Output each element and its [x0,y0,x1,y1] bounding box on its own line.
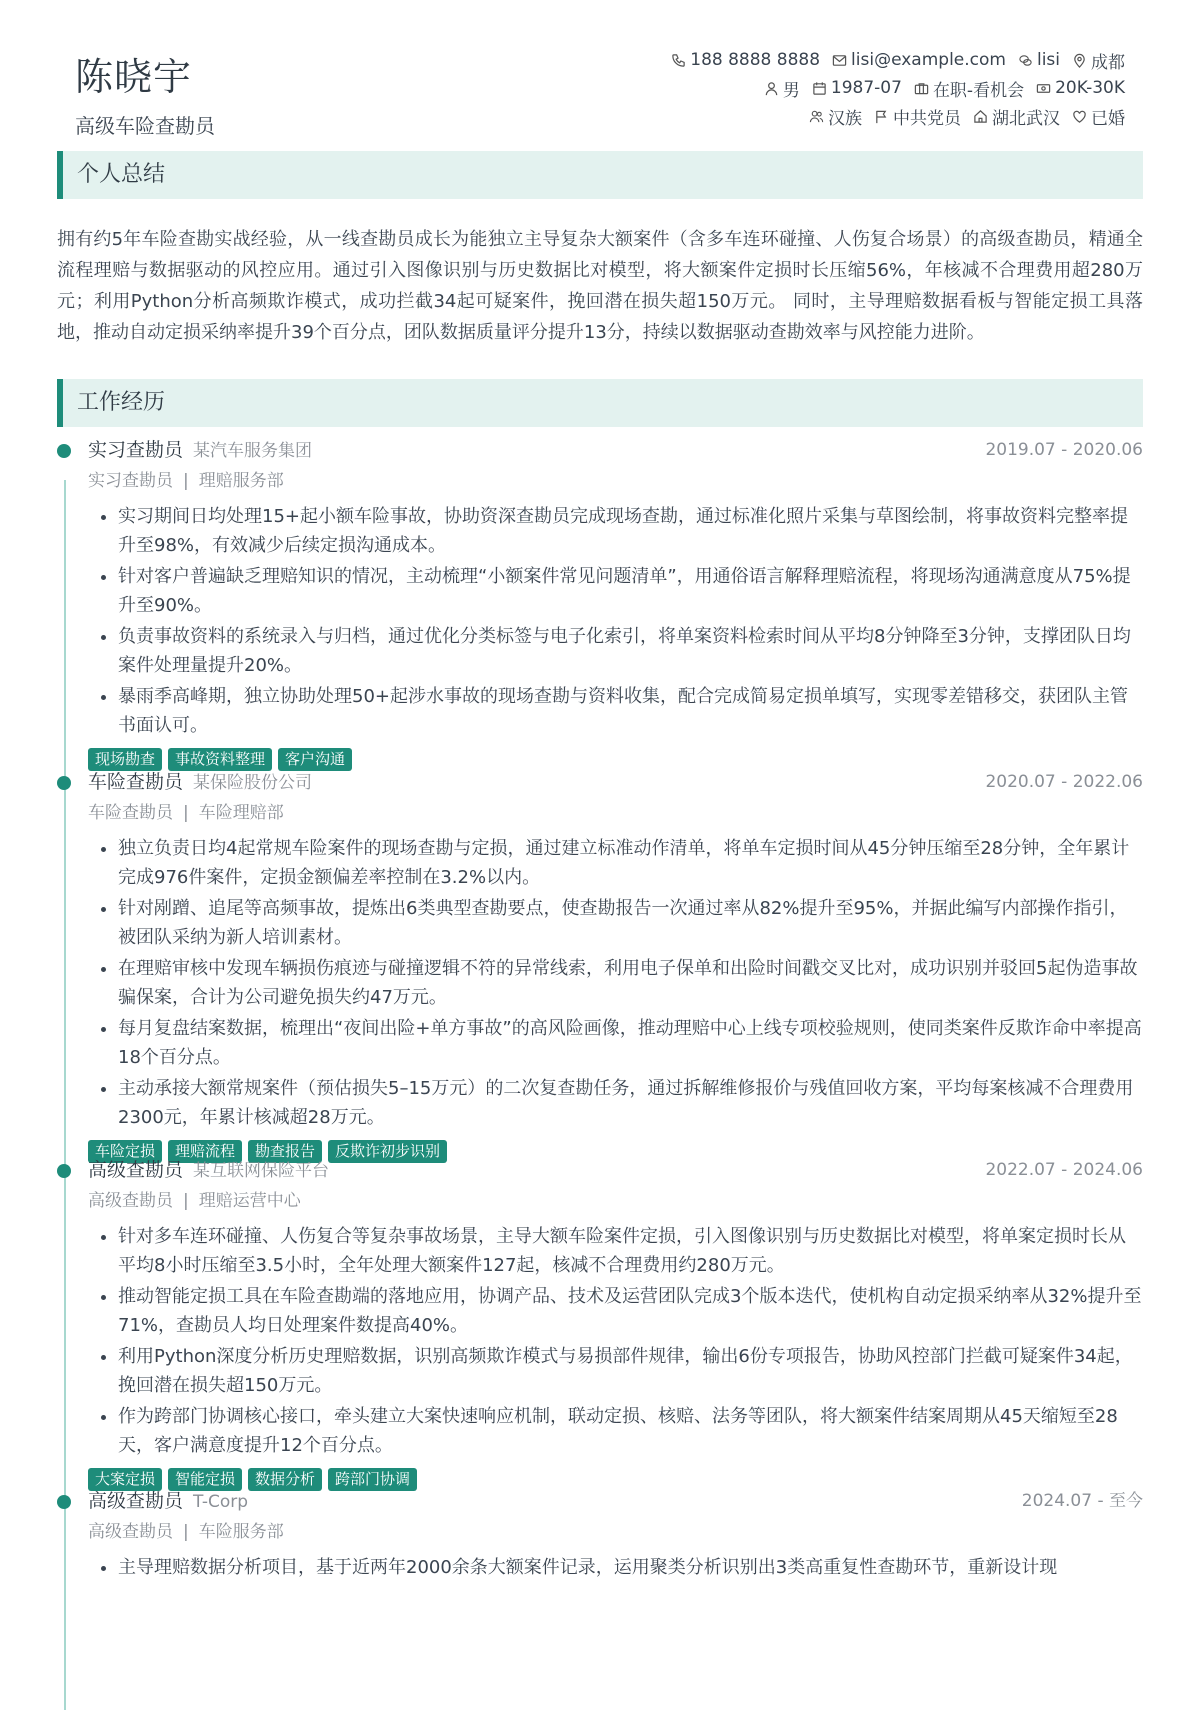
job-department: 理赔运营中心 [198,1191,301,1211]
separator: | [183,803,189,823]
flag-icon [874,109,889,124]
job-company: 某保险股份公司 [193,773,313,793]
job-title: 实习查勘员 [88,439,184,461]
phone-icon [671,53,686,68]
contact-row-2 [425,74,1125,102]
contact-gender: 男 [764,76,800,101]
candidate-role: 高级车险查勘员 [75,114,215,138]
job-entry [57,1156,1143,1491]
contact-row-1 [425,46,1125,74]
home-icon [973,109,988,124]
job-department: 车险理赔部 [198,803,284,823]
contact-status: 在职-看机会 [914,76,1024,101]
job-entry [57,1487,1143,1584]
location-icon [1072,53,1087,68]
job-entry [57,768,1143,1163]
briefcase-icon [914,81,929,96]
contact-marital: 已婚 [1072,104,1125,129]
job-position: 车险查勘员 [88,803,173,823]
user-icon [764,81,779,96]
job-bullet: • 在理赔审核中发现车辆损伤痕迹与碰撞逻辑不符的异常线索，利用电子保单和出险时间戳交叉比对，成功识别并驳回5起伪造事故骗保案，合计为公司避免损失约47万元。 [118,954,1143,1012]
job-subtitle [88,1184,1143,1218]
job-position: 高级查勘员 [88,1191,173,1211]
job-bullet: • 作为跨部门协调核心接口，牵头建立大案快速响应机制，联动定损、核赔、法务等团队，将大额案件结案周期从45天缩短至28天，客户满意度提升12个百分点。 [118,1402,1143,1460]
skill-tag: 勘查报告 [248,1140,322,1163]
contact-wechat: lisi [1018,50,1060,70]
separator: | [183,471,189,491]
contact-phone: 188 8888 8888 [671,50,820,70]
job-bullet: • 负责事故资料的系统录入与归档，通过优化分类标签与电子化索引，将单案资料检索时间从平均8分钟降至3分钟，支撑团队日均案件处理量提升20%。 [118,622,1143,680]
job-title: 车险查勘员 [88,771,184,793]
job-date: 2020.07 - 2022.06 [985,772,1143,792]
skill-tag: 跨部门协调 [328,1468,417,1491]
job-header [88,768,1143,796]
job-company: 某互联网保险平台 [193,1161,330,1181]
wechat-icon [1018,53,1033,68]
contact-birth: 1987-07 [812,78,902,98]
job-bullet: • 主导理赔数据分析项目，基于近两年2000余条大额案件记录，运用聚类分析识别出3类高重复性查勘环节，重新设计现 [118,1553,1143,1582]
job-company: 某汽车服务集团 [193,441,313,461]
job-date: 2022.07 - 2024.06 [985,1160,1143,1180]
job-subtitle [88,796,1143,830]
job-subtitle [88,464,1143,498]
job-position: 高级查勘员 [88,1522,173,1542]
summary-text: 拥有约5年车险查勘实战经验，从一线查勘员成长为能独立主导复杂大额案件（含多车连环碰撞、人伤复合场景）的高级查勘员，精通全流程理赔与数据驱动的风控应用。通过引入图像识别与历史数据比对模型，将大额案件定损时长压缩56%，年核减不合理费用超280万元；利用Python分析高频欺诈模式，成功拦截34起可疑案件，挽回潜在损失超150万元。 同时，主导理赔数据看板与智能定损工具落地，推动自动定损采纳率提升39个百分点，团队数据质量评分提升13分，持续以数据驱动查勘效率与风控能力进阶。 [57,229,1143,343]
job-bullet: • 针对客户普遍缺乏理赔知识的情况，主动梳理“小额案件常见问题清单”，用通俗语言解释理赔流程，将现场沟通满意度从75%提升至90%。 [118,562,1143,620]
contact-row-3 [425,102,1125,130]
job-department: 理赔服务部 [198,471,284,491]
job-bullets [88,834,1143,1132]
separator: | [183,1522,189,1542]
job-bullet: • 独立负责日均4起常规车险案件的现场查勘与定损，通过建立标准动作清单，将单车定损时间从45分钟压缩至28分钟，全年累计完成976件案件，定损金额偏差率控制在3.2%以内。 [118,834,1143,892]
contact-salary: 20K-30K [1036,78,1125,98]
job-bullets [88,1553,1143,1582]
skill-tag: 反欺诈初步识别 [328,1140,447,1163]
people-icon [809,109,824,124]
timeline-dot [57,1164,71,1178]
candidate-name: 陈晓宇 [75,55,193,99]
job-bullet: • 实习期间日均处理15+起小额车险事故，协助资深查勘员完成现场查勘，通过标准化照片采集与草图绘制，将事故资料完整率提升至98%，有效减少后续定损沟通成本。 [118,502,1143,560]
job-header [88,1487,1143,1515]
skill-tag: 智能定损 [168,1468,242,1491]
mail-icon [832,53,847,68]
job-bullet: • 主动承接大额常规案件（预估损失5–15万元）的二次复查勘任务，通过拆解维修报价与残值回收方案，平均每案核减不合理费用2300元，年累计核减超28万元。 [118,1074,1143,1132]
job-bullet: • 暴雨季高峰期，独立协助处理50+起涉水事故的现场查勘与资料收集，配合完成简易定损单填写，实现零差错移交，获团队主管书面认可。 [118,682,1143,740]
skill-tag: 事故资料整理 [168,748,272,771]
skill-tag: 理赔流程 [168,1140,242,1163]
job-title: 高级查勘员 [88,1490,184,1512]
timeline-dot [57,776,71,790]
contact-hometown: 湖北武汉 [973,104,1060,129]
job-bullet: • 针对剐蹭、追尾等高频事故，提炼出6类典型查勘要点，使查勘报告一次通过率从82%提升至95%，并据此编写内部操作指引，被团队采纳为新人培训素材。 [118,894,1143,952]
job-bullet: • 利用Python深度分析历史理赔数据，识别高频欺诈模式与易损部件规律，输出6份专项报告，协助风控部门拦截可疑案件34起，挽回潜在损失超150万元。 [118,1342,1143,1400]
contact-email[interactable]: lisi@example.com [832,50,1006,70]
job-bullets [88,502,1143,740]
skill-tag: 客户沟通 [278,748,352,771]
job-subtitle [88,1515,1143,1549]
contact-political: 中共党员 [874,104,961,129]
job-header [88,436,1143,464]
skill-tag: 现场勘查 [88,748,162,771]
job-department: 车险服务部 [198,1522,284,1542]
skill-tag: 数据分析 [248,1468,322,1491]
skill-tag: 大案定损 [88,1468,162,1491]
separator: | [183,1191,189,1211]
calendar-icon [812,81,827,96]
job-date: 2024.07 - 至今 [1021,1491,1143,1511]
contact-info [425,46,1125,130]
contact-location: 成都 [1072,48,1125,73]
job-position: 实习查勘员 [88,471,173,491]
section-work-header: 工作经历 [57,379,1143,427]
job-title: 高级查勘员 [88,1159,184,1181]
money-icon [1036,81,1051,96]
job-company: T-Corp [193,1492,249,1512]
job-bullet: • 针对多车连环碰撞、人伤复合等复杂事故场景，主导大额车险案件定损，引入图像识别与历史数据比对模型，将单案定损时长从平均8小时压缩至3.5小时，全年处理大额案件127起，核减不合理费用约280万元。 [118,1222,1143,1280]
heart-icon [1072,109,1087,124]
job-bullets [88,1222,1143,1460]
job-entry [57,436,1143,771]
timeline-dot [57,1495,71,1509]
job-bullet: • 推动智能定损工具在车险查勘端的落地应用，协调产品、技术及运营团队完成3个版本迭代，使机构自动定损采纳率从32%提升至71%，查勘员人均日处理案件数提高40%。 [118,1282,1143,1340]
timeline-dot [57,444,71,458]
skill-tag: 车险定损 [88,1140,162,1163]
job-date: 2019.07 - 2020.06 [985,440,1143,460]
section-summary-header: 个人总结 [57,151,1143,199]
job-bullet: • 每月复盘结案数据，梳理出“夜间出险+单方事故”的高风险画像，推动理赔中心上线专项校验规则，使同类案件反欺诈命中率提高18个百分点。 [118,1014,1143,1072]
contact-ethnicity: 汉族 [809,104,862,129]
job-header [88,1156,1143,1184]
